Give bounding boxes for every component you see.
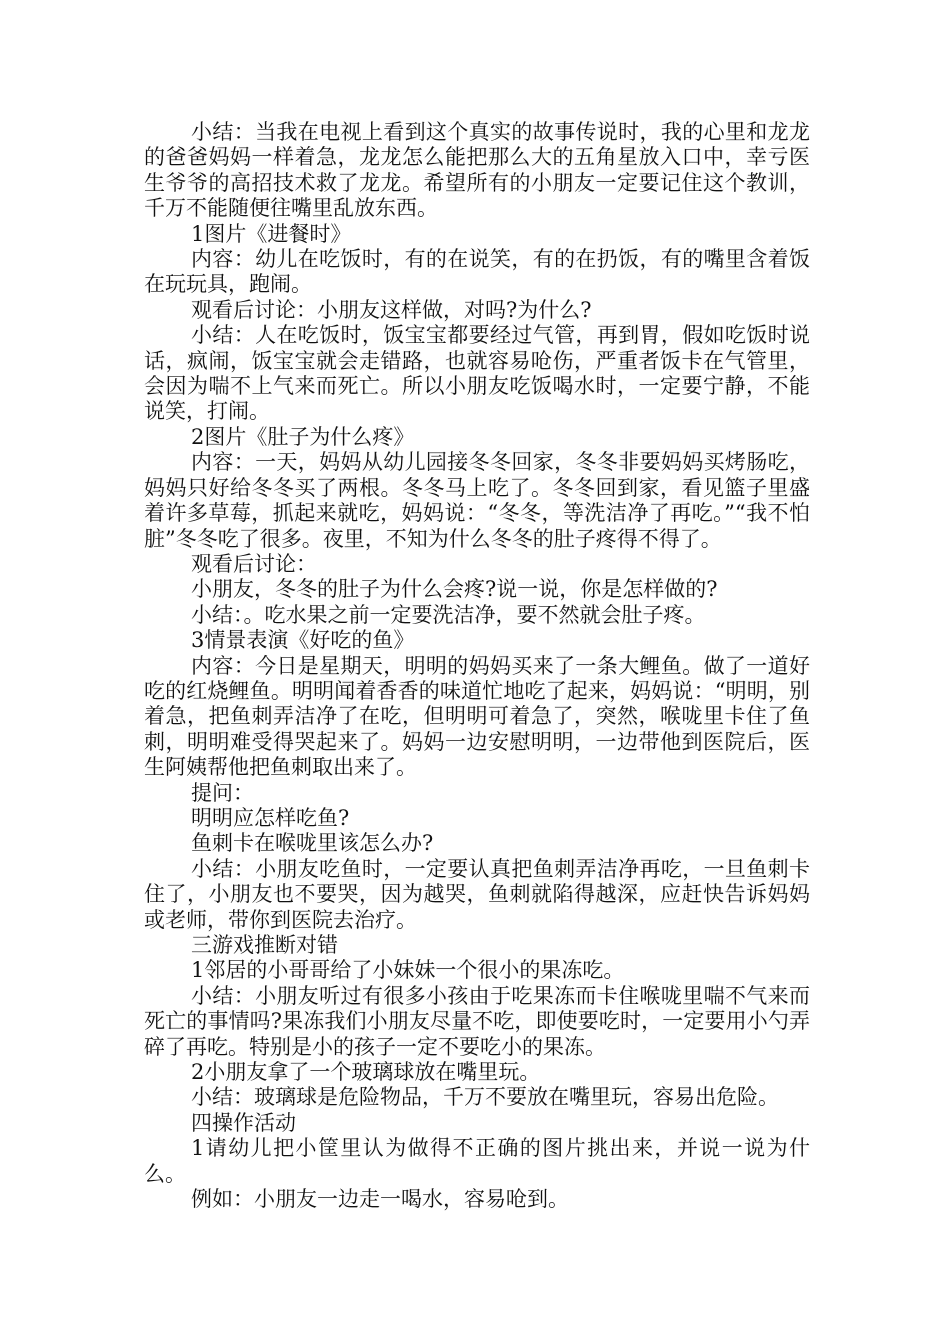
paragraph-question-2: 鱼刺卡在喉咙里该怎么办? [191, 831, 434, 856]
paragraph-content-3: 内容：今日是星期天，明明的妈妈买来了一条大鲤鱼。做了一道好吃的红烧鲤鱼。明明闻着香香的味道忙地吃了起来，妈妈说：“明明，别着急，把鱼刺弄洁净了在吃，但明明可着急了，突然，喉咙里卡住了鱼刺，明明难受得哭起来了。妈妈一边安慰明明，一边带他到医院后，医生阿姨帮他把鱼刺取出来了。 [144, 653, 810, 780]
heading-section-3: 三游戏推断对错 [191, 933, 338, 957]
paragraph-summary-2: 小结：。吃水果之前一定要洗洁净，要不然就会肚子疼。 [191, 602, 706, 627]
paragraph-discussion-2-question: 小朋友，冬冬的肚子为什么会疼?说一说，你是怎样做的? [191, 577, 718, 602]
heading-picture-2: 2图片《肚子为什么疼》 [191, 424, 415, 449]
heading-picture-1: 1图片《进餐时》 [191, 221, 352, 246]
paragraph-summary-intro: 小结：当我在电视上看到这个真实的故事传说时，我的心里和龙龙的爸爸妈妈一样着急，龙龙怎么能把那么大的五角星放入口中，幸亏医生爷爷的高招技术救了龙龙。希望所有的小朋友一定要记住这个教训，千万不能随便往嘴里乱放东西。 [144, 120, 810, 221]
paragraph-example: 例如：小朋友一边走一喝水，容易呛到。 [191, 1187, 569, 1212]
paragraph-discussion-1: 观看后讨论：小朋友这样做，对吗?为什么? [191, 297, 592, 322]
paragraph-question-label: 提问： [191, 780, 254, 805]
paragraph-content-2: 内容：一天，妈妈从幼儿园接冬冬回家，冬冬非要妈妈买烤肠吃，妈妈只好给冬冬买了两根。冬冬马上吃了。冬冬回到家，看见篮子里盛着许多草莓，抓起来就吃，妈妈说：“冬冬，等洗洁净了再吃。”“我不怕脏”冬冬吃了很多。夜里，不知为什么冬冬的肚子疼得不得了。 [144, 450, 810, 551]
paragraph-content-1: 内容：幼儿在吃饭时，有的在说笑，有的在扔饭，有的嘴里含着饭在玩玩具，跑闹。 [144, 247, 810, 297]
paragraph-discussion-2-label: 观看后讨论： [191, 551, 317, 576]
paragraph-game-item-2: 2小朋友拿了一个玻璃球放在嘴里玩。 [191, 1060, 541, 1085]
paragraph-activity-1: 1请幼儿把小筐里认为做得不正确的图片挑出来，并说一说为什么。 [144, 1136, 810, 1186]
paragraph-summary-1: 小结：人在吃饭时，饭宝宝都要经过气管，再到胃，假如吃饭时说话，疯闹，饭宝宝就会走错路，也就容易呛伤，严重者饭卡在气管里，会因为喘不上气来而死亡。所以小朋友吃饭喝水时，一定要宁静，不能说笑，打闹。 [144, 323, 810, 424]
paragraph-game-item-1: 1邻居的小哥哥给了小妹妹一个很小的果冻吃。 [191, 958, 625, 983]
paragraph-summary-3: 小结：小朋友吃鱼时，一定要认真把鱼刺弄洁净再吃，一旦鱼刺卡住了，小朋友也不要哭，因为越哭，鱼刺就陷得越深，应赶快告诉妈妈或老师，带你到医院去治疗。 [144, 856, 810, 932]
paragraph-game-summary-2: 小结：玻璃球是危险物品，千万不要放在嘴里玩，容易出危险。 [191, 1085, 779, 1110]
paragraph-question-1: 明明应怎样吃鱼? [191, 805, 350, 830]
paragraph-game-summary-1: 小结：小朋友听过有很多小孩由于吃果冻而卡住喉咙里喘不气来而死亡的事情吗?果冻我们小朋友尽量不吃，即使要吃时，一定要用小勺弄碎了再吃。特别是小的孩子一定不要吃小的果冻。 [144, 983, 810, 1059]
heading-scenario-3: 3情景表演《好吃的鱼》 [191, 628, 415, 653]
heading-section-4: 四操作活动 [191, 1110, 296, 1135]
